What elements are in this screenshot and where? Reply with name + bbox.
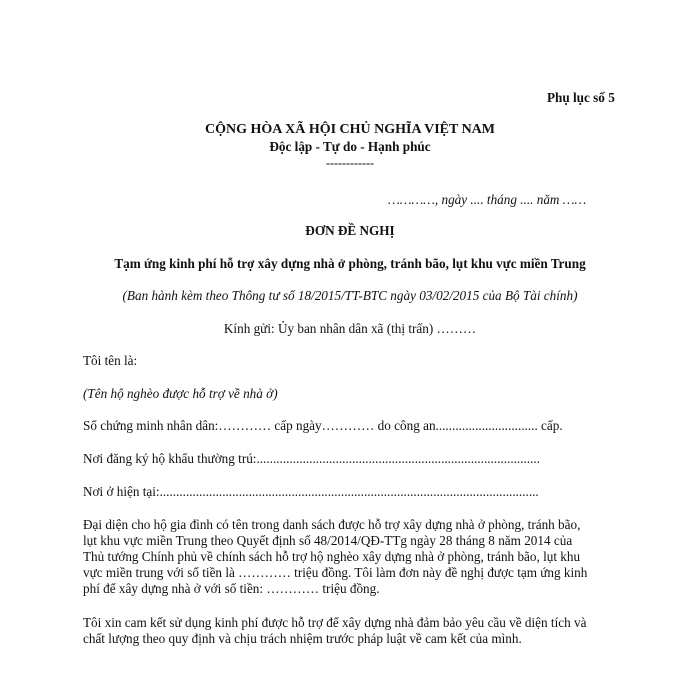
paragraph-line: Đại diện cho hộ gia đình có tên trong danh sách được hỗ trợ xây dựng nhà ở phòng, tránh bão, [83,517,581,532]
current-address-field: Nơi ở hiện tại:................................................................................................................... [83,484,539,499]
addressee-line: Kính gửi: Ủy ban nhân dân xã (thị trấn) ……… [223,321,477,336]
document-title: ĐƠN ĐỀ NGHỊ [305,223,395,238]
paragraph-line: phí để xây dựng nhà ở với số tiền: ………… triệu đồng. [83,581,380,596]
paragraph-line: Tôi xin cam kết sử dụng kinh phí được hỗ trợ để xây dựng nhà đảm bảo yêu cầu về diện tích và [83,615,587,630]
issued-note: (Ban hành kèm theo Thông tư số 18/2015/TT-BTC ngày 03/02/2015 của Bộ Tài chính) [122,288,578,303]
date-line: …………, ngày .... tháng .... năm …… [388,192,587,207]
residence-field: Nơi đăng ký hộ khẩu thường trú:...................................................................................... [83,451,540,466]
paragraph-line: chất lượng theo quy định và chịu trách nhiệm trước pháp luật về cam kết của mình. [83,631,522,646]
country-name: CỘNG HÒA XÃ HỘI CHỦ NGHĨA VIỆT NAM [204,122,495,137]
motto-separator: ------------ [326,156,374,170]
document-subtitle: Tạm ứng kinh phí hỗ trợ xây dựng nhà ở phòng, tránh bão, lụt khu vực miền Trung [114,256,586,271]
appendix-label: Phụ lục số 5 [547,90,615,105]
national-motto: Độc lập - Tự do - Hạnh phúc [269,139,431,154]
name-field: Tôi tên là: [83,353,138,368]
request-paragraph [83,517,623,597]
paragraph-line: vực miền trung với số tiền là ………… triệu đồng. Tôi làm đơn này đề nghị được tạm ứng kinh [83,565,588,580]
commitment-paragraph [83,615,623,647]
name-field-note: (Tên hộ nghèo được hỗ trợ về nhà ở) [83,386,278,401]
paragraph-line: Thủ tướng Chính phủ về chính sách hỗ trợ hộ nghèo xây dựng nhà ở phòng, tránh bão, lụt khu [83,549,581,564]
paragraph-line: lụt khu vực miền Trung theo Quyết định số 48/2014/QĐ-TTg ngày 28 tháng 8 năm 2014 của [83,533,573,548]
id-card-field: Số chứng minh nhân dân:………… cấp ngày………… do công an............................... cấp. [83,418,563,433]
